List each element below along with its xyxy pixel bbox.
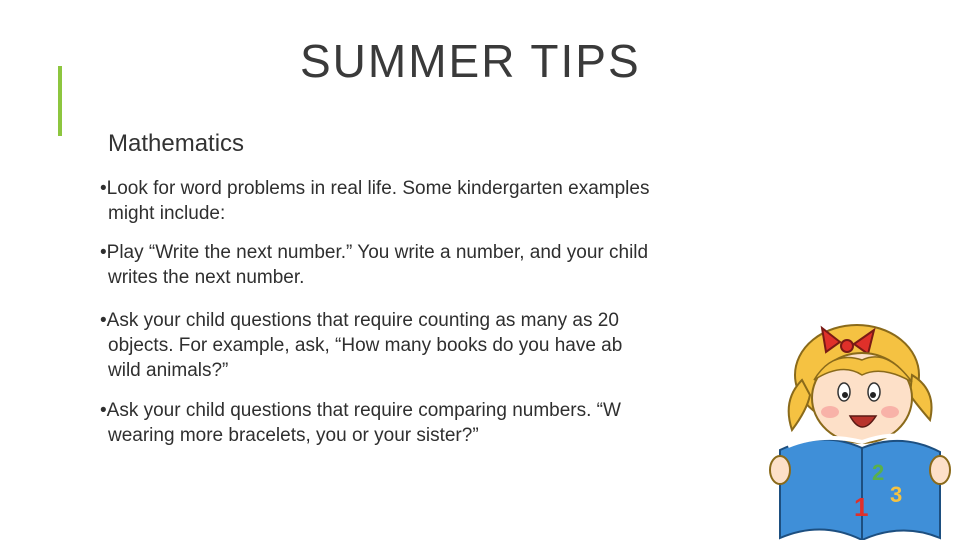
- bullet-line: •Play “Write the next number.” You write a number, and your child: [100, 242, 649, 263]
- bullet-line: objects. For example, ask, “How many books do you have ab: [108, 335, 623, 356]
- book-number-2: 2: [872, 460, 885, 485]
- book-number-1: 1: [854, 492, 869, 522]
- bullet-line: •Ask your child questions that require comparing numbers. “W: [100, 400, 621, 421]
- bullet-item: [100, 308, 622, 383]
- bullet-line: •Look for word problems in real life. Some kindergarten examples: [100, 178, 650, 199]
- bullet-line: •Ask your child questions that require counting as many as 20: [100, 310, 619, 331]
- bullet-line: writes the next number.: [108, 267, 305, 288]
- bullet-line: wild animals?”: [108, 360, 229, 381]
- accent-bar: [58, 66, 62, 136]
- bullet-item: [100, 240, 648, 290]
- book-number-3: 3: [890, 482, 903, 507]
- bullet-item: [100, 398, 621, 448]
- slide-subtitle: Mathematics: [108, 130, 245, 157]
- girl-reading-illustration: [762, 320, 960, 540]
- bullet-item: [100, 176, 649, 226]
- bullet-line: wearing more bracelets, you or your sister?”: [108, 425, 479, 446]
- bullet-line: might include:: [108, 203, 226, 224]
- slide-title: SUMMER TIPS: [300, 35, 641, 87]
